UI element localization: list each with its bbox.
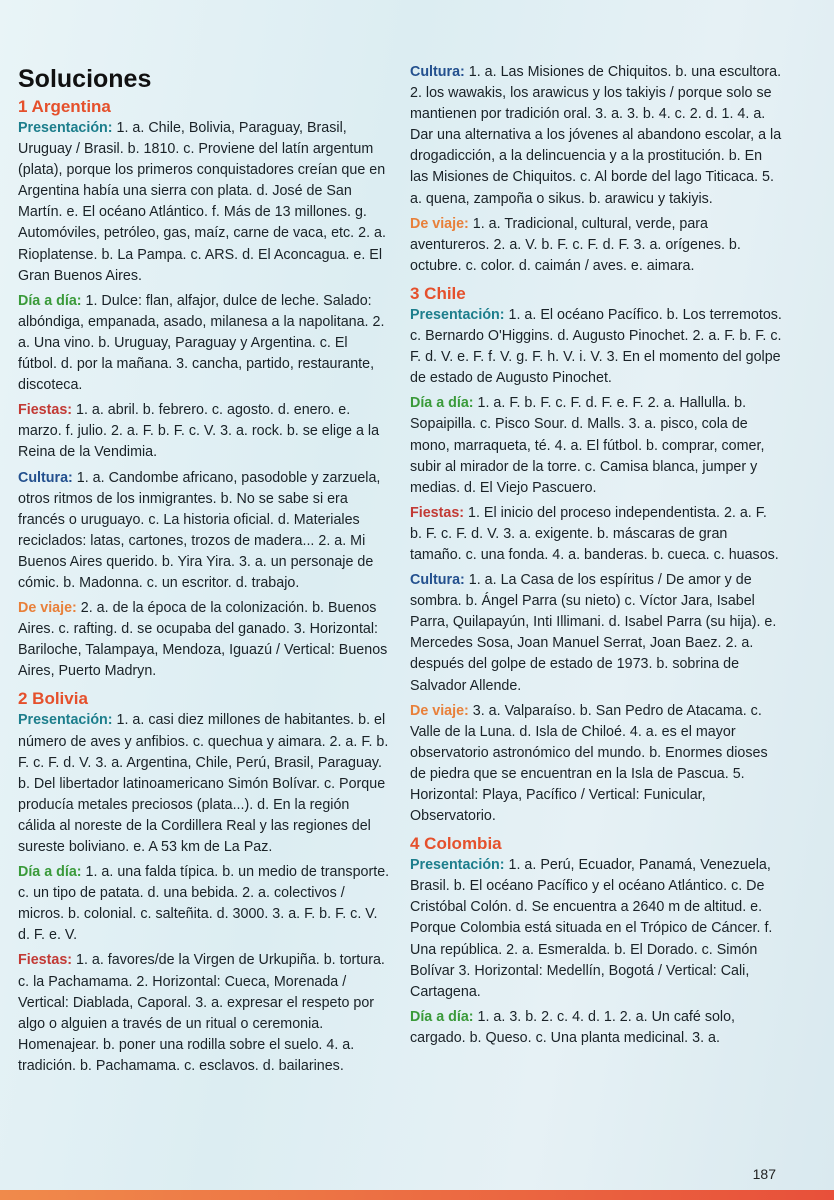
section-colombia-presentacion <box>410 855 782 1003</box>
section-argentina-dia-a-dia <box>18 291 390 396</box>
section-bolivia-cultura <box>410 62 782 210</box>
section-colombia-dia-a-dia <box>410 1007 782 1049</box>
section-argentina-fiestas <box>18 400 390 463</box>
section-label: Presentación: <box>18 712 113 729</box>
section-text: 1. a. F. b. F. c. F. d. F. e. F. 2. a. Hallulla. b. Sopaipilla. c. Pisco Sour. d. Malls. 3. a. pisco, cola de mono, marraqueta, té. 4. a. El fútbol. b. comprar, comer, subir al mirador de la torre. c. Camisa blanca, jumper y medias. d. El Viejo Pascuero. <box>410 395 765 496</box>
section-label: Fiestas: <box>18 952 73 969</box>
country-heading-colombia: 4 Colombia <box>410 834 502 854</box>
section-bolivia-de-viaje <box>410 214 782 277</box>
section-chile-presentacion <box>410 305 782 389</box>
section-argentina-presentacion <box>18 118 390 287</box>
section-bolivia-presentacion <box>18 710 390 858</box>
section-text: 1. a. Candombe africano, pasodoble y zarzuela, otros ritmos de los inmigrantes. b. No se sabe si era francés o uruguayo. c. La historia oficial. d. Materiales reciclados: latas, cartones, trozos de madera... 2. a. Mi Buenos Aires querido. b. Yira Yira. 3. a. un personaje de cómic. b. Madonna. c. un escritor. d. trabajo. <box>18 469 381 591</box>
left-column <box>18 64 390 1081</box>
section-text: 2. a. de la época de la colonización. b. Buenos Aires. c. rafting. d. se ocupaba del ganado. 3. Horizontal: Bariloche, Talampaya, Mendoza, Iguazú / Vertical: Buenos Aires, Puerto Madryn. <box>18 600 388 680</box>
page-title: Soluciones <box>18 65 152 93</box>
section-text: 3. a. Valparaíso. b. San Pedro de Atacama. c. Valle de la Luna. d. Isla de Chiloé. 4. a. es el mayor observatorio astronómico del mundo. b. Enormes dioses de piedra que se encuentran en la Isla de Pascua. 5. Horizontal: Playa, Pacífico / Vertical: Funicular, Observatorio. <box>410 702 768 825</box>
section-chile-dia-a-dia <box>410 393 782 498</box>
section-label: Día a día: <box>410 1008 474 1025</box>
section-text: 1. a. favores/de la Virgen de Urkupiña. b. tortura. c. la Pachamama. 2. Horizontal: Cueca, Morenada / Vertical: Diablada, Caporal. 3. a. expresar el respeto por algo o alguien a través de un ritual o ceremonia. Homenajear. b. poner una rodilla sobre el suelo. 4. a. tradición. b. Pachamama. c. esclavos. d. bailarines. <box>18 952 385 1074</box>
section-bolivia-dia-a-dia <box>18 862 390 946</box>
section-argentina-cultura <box>18 468 390 595</box>
section-bolivia-fiestas <box>18 950 390 1077</box>
section-label: Cultura: <box>18 469 73 486</box>
section-text: 1. a. Las Misiones de Chiquitos. b. una escultora. 2. los wawakis, los arawicus y los takiyis / porque solo se mantienen por tradición oral. 3. a. 3. b. 4. c. 2. d. 1. 4. a. Dar una alternativa a los jóvenes al abandono escolar, a la drogadicción, a la delincuencia y a la prostitución. b. En las Misiones de Chiquitos. c. Al borde del lago Titicaca. 5. a. quena, zampoña o sikus. b. arawicu y takiyis. <box>410 64 782 207</box>
section-label: Día a día: <box>410 395 474 412</box>
section-label: De viaje: <box>410 215 469 232</box>
section-text: 1. a. Perú, Ecuador, Panamá, Venezuela, Brasil. b. El océano Pacífico y el océano Atlántico. c. De Cristóbal Colón. d. Se encuentra a 2640 m de altitud. e. Porque Colombia está situada en el Trópico de Cáncer. f. Una república. 2. a. Esmeralda. b. El Dorado. c. Simón Bolívar 3. Horizontal: Medellín, Bogotá / Vertical: Cali, Cartagena. <box>410 857 773 1000</box>
section-label: Fiestas: <box>410 504 465 521</box>
section-text: 1. a. La Casa de los espíritus / De amor y de sombra. b. Ángel Parra (su nieto) c. Víctor Jara, Isabel Parra, Quilapayún, Inti Illimani. d. Isabel Parra (su hija). e. Mercedes Sosa, Joan Manuel Serrat, Joan Baez. 2. a. después del golpe de estado de 1973. b. sobrina de Salvador Allende. <box>410 572 777 694</box>
section-label: Fiestas: <box>18 402 73 419</box>
section-text: 1. El inicio del proceso independentista. 2. a. F. b. F. c. F. d. V. 3. a. exigente. b. máscaras de gran tamaño. c. una fonda. 4. a. banderas. b. cueca. c. huasos. <box>410 504 779 563</box>
section-text: 1. a. abril. b. febrero. c. agosto. d. enero. e. marzo. f. julio. 2. a. F. b. F. c. V. 3. a. rock. b. se elige a la Reina de la Vendimia. <box>18 402 380 461</box>
section-chile-de-viaje <box>410 701 782 828</box>
section-chile-cultura <box>410 570 782 697</box>
section-label: Presentación: <box>18 120 113 136</box>
country-heading-bolivia: 2 Bolivia <box>18 689 88 709</box>
section-label: Cultura: <box>410 572 465 589</box>
country-heading-chile: 3 Chile <box>410 283 466 303</box>
country-heading-argentina: 1 Argentina <box>18 97 111 116</box>
right-column <box>410 62 782 1053</box>
section-text: 1. a. Chile, Bolivia, Paraguay, Brasil, Uruguay / Brasil. b. 1810. c. Proviene del latín argentum (plata), porque los primeros conquistadores creían que en Argentina había una sierra con plata. d. José de San Martín. e. El océano Atlántico. f. Más de 13 millones. g. Automóviles, petróleo, gas, maíz, carne de vaca, etc. 2. a. Rioplatense. b. La Pampa. c. ARS. d. El Aconcagua. e. El Gran Buenos Aires. <box>18 120 386 284</box>
section-text: 1. a. El océano Pacífico. b. Los terremotos. c. Bernardo O'Higgins. d. Augusto Pinochet. 2. a. F. b. F. c. F. d. V. e. F. f. V. g. F. h. V. i. V. 3. En el momento del golpe de estado de Augusto Pinochet. <box>410 306 782 387</box>
section-label: Día a día: <box>18 292 82 309</box>
section-label: Presentación: <box>410 306 505 323</box>
bottom-decorative-bar <box>0 1190 834 1200</box>
page-number: 187 <box>752 1166 776 1182</box>
section-text: 1. a. casi diez millones de habitantes. b. el número de aves y anfibios. c. quechua y aimara. 2. a. F. b. F. c. F. d. V. 3. a. Argentina, Chile, Perú, Brasil, Paraguay. b. Del libertador latinoamericano Simón Bolívar. c. Porque producía metales preciosos (plata...). d. En la región cálida al noreste de la Cordillera Real y las regiones del sureste boliviano. e. A 53 km de La Paz. <box>18 712 389 855</box>
section-text: 1. Dulce: flan, alfajor, dulce de leche. Salado: albóndiga, empanada, asado, milanesa a la napolitana. 2. a. Una vino. b. Uruguay, Paraguay y Argentina. c. El fútbol. d. por la mañana. 3. cancha, partido, restaurante, discoteca. <box>18 292 385 394</box>
section-label: Presentación: <box>410 857 505 874</box>
section-label: Cultura: <box>410 64 465 80</box>
section-label: De viaje: <box>410 702 469 719</box>
section-label: De viaje: <box>18 600 77 617</box>
section-text: 1. a. 3. b. 2. c. 4. d. 1. 2. a. Un café solo, cargado. b. Queso. c. Una planta medicinal. 3. a. <box>410 1008 736 1046</box>
section-text: 1. a. Tradicional, cultural, verde, para aventureros. 2. a. V. b. F. c. F. d. F. 3. a. orígenes. b. octubre. c. color. d. caimán / aves. e. aimara. <box>410 215 741 274</box>
section-chile-fiestas <box>410 503 782 566</box>
section-label: Día a día: <box>18 864 82 881</box>
section-text: 1. a. una falda típica. b. un medio de transporte. c. un tipo de patata. d. una bebida. 2. a. colectivos / micros. b. colonial. c. salteñita. d. 3000. 3. a. F. b. F. c. V. d. F. e. V. <box>18 864 390 944</box>
section-argentina-de-viaje <box>18 598 390 682</box>
